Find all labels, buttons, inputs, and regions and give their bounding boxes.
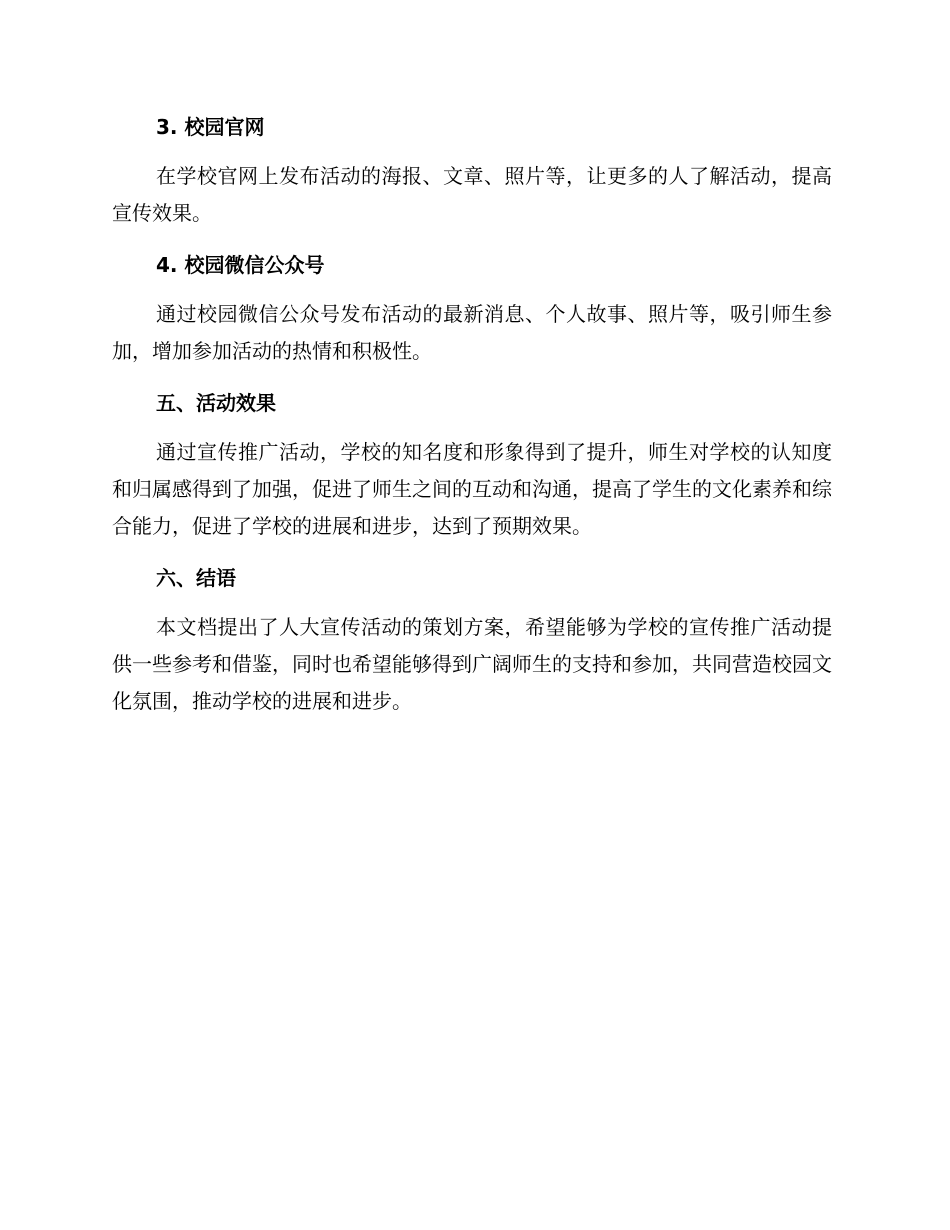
section-heading-wechat-account: 4. 校园微信公众号 [156, 253, 325, 277]
section-heading-campus-website: 3. 校园官网 [156, 115, 265, 139]
section-paragraph-conclusion: 本文档提出了人大宣传活动的策划方案，希望能够为学校的宣传推广活动提供一些参考和借鉴，同时也希望能够得到广阔师生的支持和参加，共同营造校园文化氛围，推动学校的进展和进步。 [112, 615, 832, 713]
section-paragraph-activity-effect: 通过宣传推广活动，学校的知名度和形象得到了提升，师生对学校的认知度和归属感得到了加强，促进了师生之间的互动和沟通，提高了学生的文化素养和综合能力，促进了学校的进展和进步，达到了预期效果。 [112, 440, 832, 538]
document-content [112, 110, 832, 736]
section-paragraph-wechat-account: 通过校园微信公众号发布活动的最新消息、个人故事、照片等，吸引师生参加，增加参加活动的热情和积极性。 [112, 302, 832, 363]
section-heading-conclusion: 六、结语 [156, 566, 236, 590]
section-paragraph-campus-website: 在学校官网上发布活动的海报、文章、照片等，让更多的人了解活动，提高宣传效果。 [112, 164, 832, 225]
section-heading-activity-effect: 五、活动效果 [156, 391, 276, 415]
